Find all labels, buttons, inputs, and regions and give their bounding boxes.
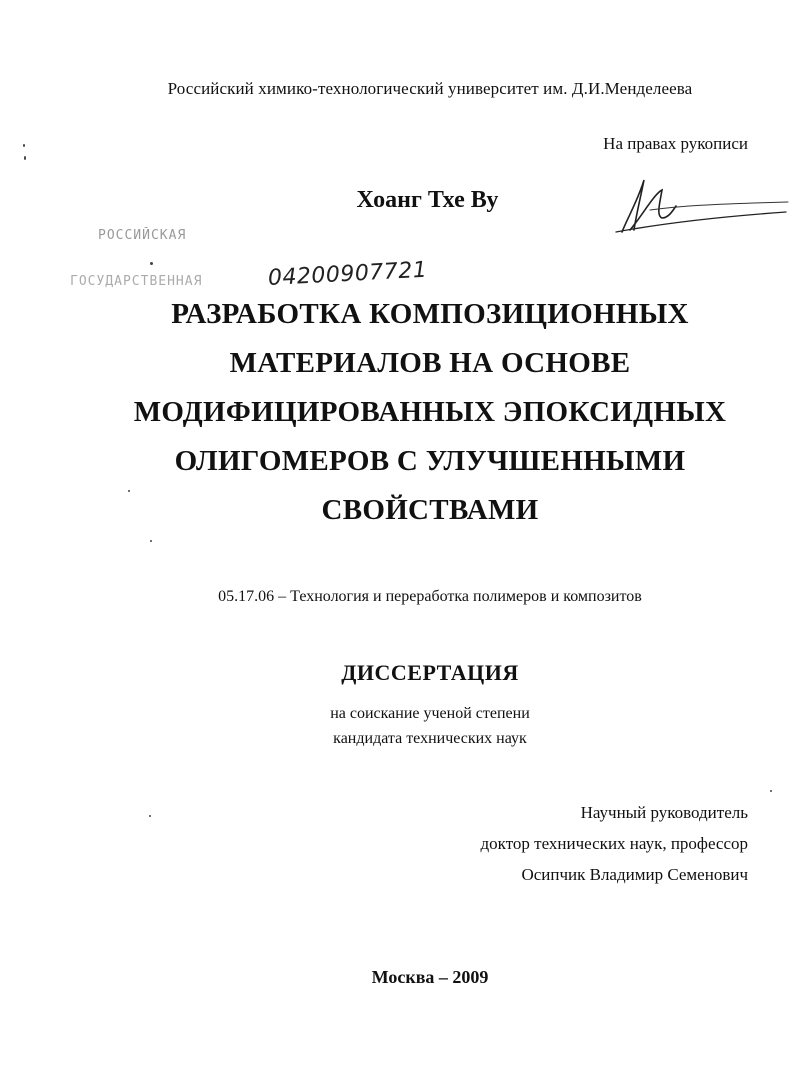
title-line-1: РАЗРАБОТКА КОМПОЗИЦИОННЫХ (171, 298, 689, 330)
scan-speck (150, 262, 153, 265)
supervisor-title: доктор технических наук, профессор (480, 834, 748, 853)
scan-speck (24, 156, 26, 160)
title-line-5: СВОЙСТВАМИ (321, 494, 539, 526)
scan-speck (150, 540, 152, 542)
degree-line-1: на соискание ученой степени (330, 705, 530, 722)
scan-speck (128, 490, 130, 492)
document-type: ДИССЕРТАЦИЯ (341, 660, 519, 685)
specialty-code: 05.17.06 – Технология и переработка полимеров и композитов (218, 588, 642, 605)
author-signature-icon (610, 172, 790, 242)
supervisor-name: Осипчик Владимир Семенович (521, 865, 748, 884)
city-year: Москва – 2009 (371, 967, 489, 987)
library-stamp-line-1: РОССИЙСКАЯ (98, 228, 187, 243)
library-stamp-line-2: ГОСУДАРСТВЕННАЯ (70, 274, 203, 289)
scan-speck (23, 144, 25, 147)
dissertation-title (0, 290, 795, 535)
scan-speck (770, 790, 772, 792)
degree-line-2: кандидата технических наук (333, 730, 527, 747)
title-line-3: МОДИФИЦИРОВАННЫХ ЭПОКСИДНЫХ (133, 396, 727, 428)
archive-code: 04200907721 (267, 257, 428, 291)
scan-speck (149, 815, 151, 817)
supervisor-block (481, 797, 748, 890)
degree-block (0, 701, 795, 751)
title-line-2: МАТЕРИАЛОВ НА ОСНОВЕ (229, 347, 631, 379)
manuscript-rights-label: На правах рукописи (603, 134, 748, 153)
supervisor-role: Научный руководитель (580, 803, 748, 822)
title-line-4: ОЛИГОМЕРОВ С УЛУЧШЕННЫМИ (174, 445, 686, 477)
university-name: Российский химико-технологический университет им. Д.И.Менделеева (167, 79, 693, 98)
author-name: Хоанг Тхе Ву (356, 187, 499, 213)
